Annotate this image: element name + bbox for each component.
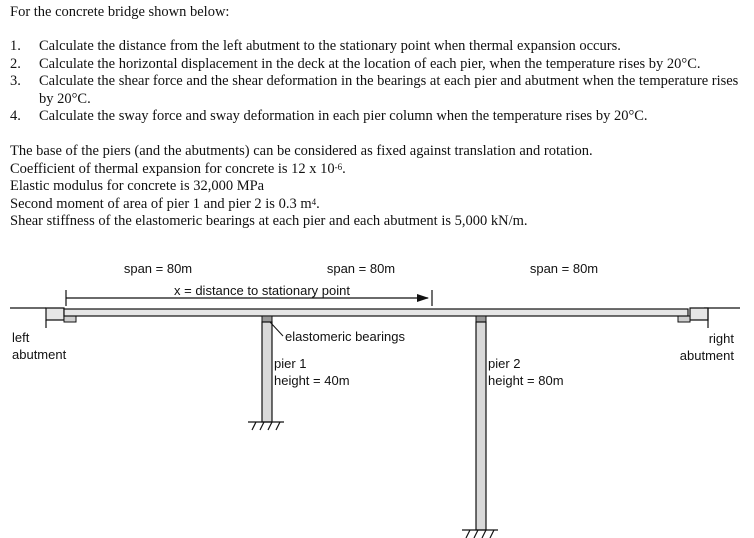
- question-list: [10, 38, 748, 126]
- span-label-1: span = 80m: [123, 261, 193, 276]
- question-text: Calculate the distance from the left abutment to the stationary point when thermal expansion occurs.: [39, 38, 621, 54]
- question-text: Calculate the horizontal displacement in the deck at the location of each pier, when the temperature rises by 20°C.: [39, 55, 701, 72]
- question-text: Calculate the shear force and the shear deformation in the bearings at each pier and abutment when the temperature rises by 20°C.: [39, 73, 739, 107]
- left-abutment-bearing: [64, 316, 76, 322]
- list-item: [10, 38, 748, 56]
- question-number: 2.: [10, 55, 21, 72]
- given-thermal-coefficient: [10, 161, 593, 179]
- right-abutment-shape: [690, 308, 708, 320]
- pier2-bearing: [476, 316, 486, 322]
- bearings-label: elastomeric bearings: [285, 329, 405, 344]
- distance-label: x = distance to stationary point: [174, 283, 350, 298]
- bridge-diagram: [0, 250, 754, 538]
- given-elastic-modulus: Elastic modulus for concrete is 32,000 MPa: [10, 178, 265, 194]
- pier2-fixed-base-icon: [462, 530, 498, 538]
- given-data: [10, 143, 593, 231]
- list-item: [10, 108, 748, 126]
- left-abutment-label: left: [12, 330, 30, 345]
- left-abutment-label-2: abutment: [12, 347, 67, 362]
- question-number: 3.: [10, 73, 21, 89]
- span-label-3: span = 80m: [529, 261, 599, 276]
- given-thermal-text: Coefficient of thermal expansion for concrete is 12 x 10: [10, 160, 335, 177]
- bridge-deck: [64, 309, 688, 316]
- intro-text: For the concrete bridge shown below:: [10, 4, 230, 20]
- question-number: 1.: [10, 38, 21, 54]
- list-item: [10, 73, 748, 108]
- pier1-bearing: [262, 316, 272, 322]
- left-abutment-shape: [46, 308, 64, 320]
- given-moment-text: Second moment of area of pier 1 and pier 2 is 0.3 m: [10, 195, 312, 212]
- list-item: [10, 56, 748, 74]
- pier2-column: [476, 322, 486, 530]
- pier1-name: pier 1: [274, 356, 307, 371]
- given-shear-stiffness: Shear stiffness of the elastomeric bearings at each pier and each abutment is 5,000 kN/m.: [10, 213, 528, 229]
- right-abutment-label: right: [708, 331, 734, 346]
- pier1-column: [262, 322, 272, 422]
- pier1-fixed-base-icon: [248, 422, 284, 430]
- given-base-fixity: The base of the piers (and the abutments) can be considered as fixed against translation and rotation.: [10, 143, 593, 159]
- given-moment-period: .: [316, 195, 320, 212]
- given-moment-exponent: 4: [311, 196, 317, 207]
- right-abutment-label-2: abutment: [679, 348, 734, 363]
- given-thermal-exponent: -6: [334, 161, 343, 172]
- span-label-2: span = 80m: [326, 261, 396, 276]
- right-abutment-bearing: [678, 316, 690, 322]
- given-thermal-period: .: [342, 160, 346, 177]
- pier1-height: height = 40m: [274, 373, 350, 388]
- given-moment-of-area: [10, 196, 593, 214]
- pier2-name: pier 2: [488, 356, 521, 371]
- question-number: 4.: [10, 108, 21, 124]
- pier2-height: height = 80m: [488, 373, 564, 388]
- question-text: Calculate the sway force and sway deformation in each pier column when the temperature rises by 20°C.: [39, 108, 648, 124]
